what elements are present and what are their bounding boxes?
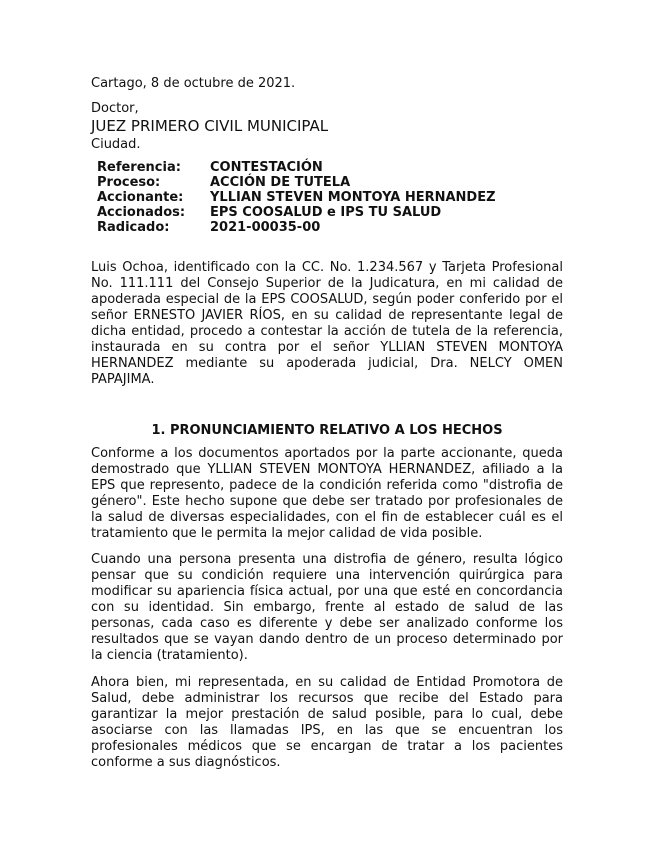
reference-row [94,220,496,235]
reference-value: YLLIAN STEVEN MONTOYA HERNANDEZ [210,190,496,205]
reference-row [94,160,496,175]
body-paragraph: Conforme a los documentos aportados por la parte accionante, queda demostrado que YLLIAN STEVEN MONTOYA HERNANDEZ, afiliado a la EPS que represento, padece de la condición referida como "distrofia de género". Este hecho supone que debe ser tratado por profesionales de la salud de diversas especialidades, con el fin de establecer cuál es el tratamiento que le permita la mejor calidad de vida posible. [91,446,563,541]
reference-row [94,205,496,220]
reference-row [94,175,496,190]
body-paragraph: Ahora bien, mi representada, en su calidad de Entidad Promotora de Salud, debe administrar los recursos que recibe del Estado para garantizar la mejor prestación de salud posible, para lo cual, debe asociarse con las llamadas IPS, en las que se encuentran los profesionales médicos que se encargan de tratar a los pacientes conforme a sus diagnósticos. [91,675,563,770]
reference-value: CONTESTACIÓN [210,160,323,175]
reference-label: Accionante: [97,190,184,205]
body-paragraph: Cuando una persona presenta una distrofia de género, resulta lógico pensar que su condición requiere una intervención quirúrgica para modificar su apariencia física actual, por una que esté en concordancia con su identidad. Sin embargo, frente al estado de salud de las personas, cada caso es diferente y debe ser analizado conforme los resultados que se vayan dando dentro de un proceso determinado por la ciencia (tratamiento). [91,552,563,663]
section-heading: 1. PRONUNCIAMIENTO RELATIVO A LOS HECHOS [151,423,503,438]
reference-table [94,160,496,235]
addressee: JUEZ PRIMERO CIVIL MUNICIPAL [91,117,329,135]
place-date: Cartago, 8 de octubre de 2021. [91,76,296,91]
reference-row [94,190,496,205]
reference-label: Referencia: [97,160,181,175]
reference-label: Radicado: [97,220,170,235]
reference-value: EPS COOSALUD e IPS TU SALUD [210,205,442,220]
reference-label: Proceso: [97,175,161,190]
reference-value: ACCIÓN DE TUTELA [210,175,351,190]
intro-paragraph: Luis Ochoa, identificado con la CC. No. 1.234.567 y Tarjeta Profesional No. 111.111 del Consejo Superior de la Judicatura, en mi calidad de apoderada especial de la EPS COOSALUD, según poder conferido por el señor ERNESTO JAVIER RÍOS, en su calidad de representante legal de dicha entidad, procedo a contestar la acción de tutela de la referencia, instaurada en su contra por el señor YLLIAN STEVEN MONTOYA HERNANDEZ mediante su apoderada judicial, Dra. NELCY OMEN PAPAJIMA. [91,260,563,387]
city: Ciudad. [91,137,141,152]
reference-label: Accionados: [97,205,186,220]
salutation: Doctor, [91,101,139,116]
reference-value: 2021-00035-00 [210,220,321,235]
